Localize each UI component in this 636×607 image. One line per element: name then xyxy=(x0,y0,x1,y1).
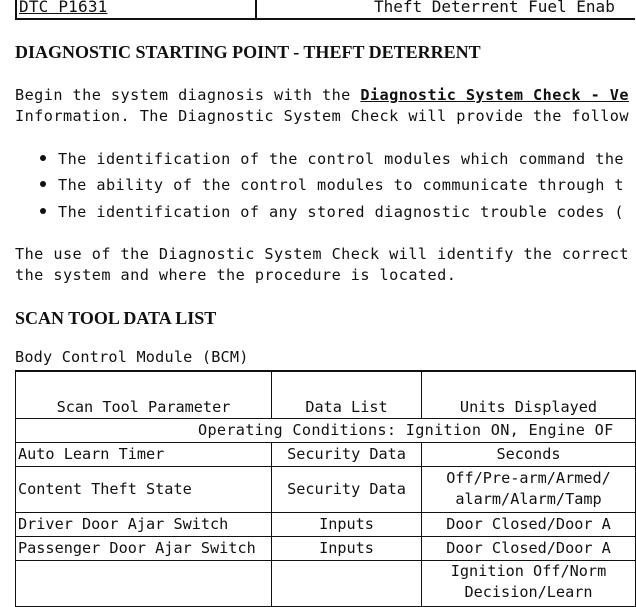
table-row xyxy=(16,466,636,512)
section-heading-starting-point: DIAGNOSTIC STARTING POINT - THEFT DETERRENT xyxy=(15,42,481,62)
paragraph-2-line-1: The use of the Diagnostic System Check will identify the correct xyxy=(15,245,629,263)
table-row xyxy=(16,442,636,466)
dtc-header-table xyxy=(15,0,635,20)
units-cell: Seconds xyxy=(422,442,636,466)
units-cell xyxy=(422,560,636,606)
data-list-cell: Inputs xyxy=(272,512,422,536)
units-cell xyxy=(422,466,636,512)
data-list-cell xyxy=(272,560,422,606)
bullet-item-3 xyxy=(40,203,624,221)
operating-conditions-row xyxy=(16,418,636,442)
column-header-parameter: Scan Tool Parameter xyxy=(16,371,272,418)
section-heading-scan-tool: SCAN TOOL DATA LIST xyxy=(15,308,217,328)
dtc-title: Theft Deterrent Fuel Enab xyxy=(374,0,615,16)
paragraph-1-line-2: Information. The Diagnostic System Check will provide the follow xyxy=(15,107,629,125)
bullet-icon xyxy=(40,181,46,187)
data-list-cell: Security Data xyxy=(272,466,422,512)
units-line: alarm/Alarm/Tamp xyxy=(455,490,602,508)
bullet-item-2 xyxy=(40,176,624,194)
units-line: Ignition Off/Norm xyxy=(450,561,607,580)
table-caption: Body Control Module (BCM) xyxy=(15,348,249,366)
units-cell: Door Closed/Door A xyxy=(422,536,636,560)
parameter-cell: Auto Learn Timer xyxy=(16,442,272,466)
parameter-cell: Content Theft State xyxy=(16,466,272,512)
parameter-cell xyxy=(16,560,272,606)
bullet-text: The identification of the control modules which command the xyxy=(58,150,625,168)
scan-tool-data-table xyxy=(15,370,636,607)
bullet-icon xyxy=(40,208,46,214)
parameter-cell: Passenger Door Ajar Switch xyxy=(16,536,272,560)
dtc-code-link[interactable]: DTC P1631 xyxy=(19,0,108,16)
paragraph-1-text: Begin the system diagnosis with the xyxy=(15,86,361,104)
bullet-text: The ability of the control modules to communicate through t xyxy=(58,176,625,194)
header-divider xyxy=(255,0,257,18)
paragraph-1-line-1 xyxy=(15,86,629,104)
table-row xyxy=(16,536,636,560)
units-line: Off/Pre-arm/Armed/ xyxy=(446,469,611,487)
bullet-text: The identification of any stored diagnostic trouble codes ( xyxy=(58,203,625,221)
diagnostic-system-check-link[interactable]: Diagnostic System Check - Ve xyxy=(360,86,629,104)
parameter-cell: Driver Door Ajar Switch xyxy=(16,512,272,536)
operating-conditions: Operating Conditions: Ignition ON, Engine OF xyxy=(16,418,636,442)
units-line: Decision/Learn xyxy=(464,582,593,601)
table-row xyxy=(16,512,636,536)
data-list-cell: Security Data xyxy=(272,442,422,466)
units-cell: Door Closed/Door A xyxy=(422,512,636,536)
column-header-data-list: Data List xyxy=(272,371,422,418)
data-list-cell: Inputs xyxy=(272,536,422,560)
paragraph-2-line-2: the system and where the procedure is located. xyxy=(15,266,457,284)
table-row xyxy=(16,560,636,606)
column-header-units: Units Displayed xyxy=(422,371,636,418)
table-header-row xyxy=(16,371,636,418)
bullet-item-1 xyxy=(40,150,624,168)
bullet-icon xyxy=(40,155,46,161)
